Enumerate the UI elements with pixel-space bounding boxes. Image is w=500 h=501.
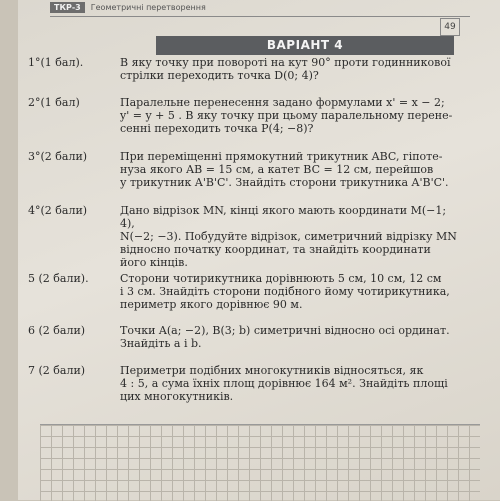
task-3-text [120,150,460,189]
task-line: y' = y + 5 . В яку точку при цьому паралельному перене- [120,109,453,122]
workbook-page [18,0,500,500]
task-line: Периметри подібних многокутників відносяться, як [120,364,424,377]
task-2-text [120,96,460,135]
task-line: нуза якого AB = 15 см, а катет BC = 12 см, перейшов [120,163,434,176]
task-7-label: 7 (2 бали) [28,364,86,377]
task-5-label: 5 (2 бали). [28,272,89,285]
task-line: Сторони чотирикутника дорівнюють 5 см, 10 см, 12 см [120,272,442,285]
task-2-label: 2°(1 бал) [28,96,80,109]
task-line: Паралельне перенесення задано формулами x' = x − 2; [120,96,445,109]
section-tag: ТКР-3 [50,2,85,13]
task-line: В яку точку при повороті на кут 90° проти годинникової [120,56,451,69]
task-1-label: 1°(1 бал). [28,56,84,69]
task-line: відносно початку координат, та знайдіть координати [120,243,431,256]
page-number: 49 [440,18,460,36]
task-line: його кінців. [120,256,188,269]
task-4-label: 4°(2 бали) [28,204,88,217]
task-4-text [120,204,460,269]
task-line: 4 : 5, а сума їхніх площ дорівнює 164 м². Знайдіть площі [120,377,448,390]
variant-banner: ВАРІАНТ 4 [156,36,454,55]
task-line: При переміщенні прямокутний трикутник ABC, гіпоте- [120,150,443,163]
task-line: сенні переходить точка P(4; −8)? [120,122,314,135]
task-5-text [120,272,460,311]
task-line: Знайдіть a і b. [120,337,202,350]
task-line: цих многокутників. [120,390,234,403]
running-header [50,0,206,14]
task-line: периметр якого дорівнює 90 м. [120,298,303,311]
task-line: і 3 см. Знайдіть сторони подібного йому чотирикутника, [120,285,450,298]
answer-grid [40,424,480,501]
task-3-label: 3°(2 бали) [28,150,88,163]
task-7-text [120,364,460,403]
task-line: стрілки переходить точка D(0; 4)? [120,69,319,82]
task-6-label: 6 (2 бали) [28,324,86,337]
task-1-text [120,56,460,82]
header-rule [50,16,470,17]
task-6-text [120,324,460,350]
task-line: N(−2; −3). Побудуйте відрізок, симетричний відрізку MN [120,230,457,243]
section-subject: Геометричні перетворення [90,2,206,12]
task-line: у трикутник A'B'C'. Знайдіть сторони трикутника A'B'C'. [120,176,449,189]
task-line: Дано відрізок MN, кінці якого мають координати M(−1; 4), [120,204,447,230]
task-line: Точки A(a; −2), B(3; b) симетричні відносно осі ординат. [120,324,450,337]
